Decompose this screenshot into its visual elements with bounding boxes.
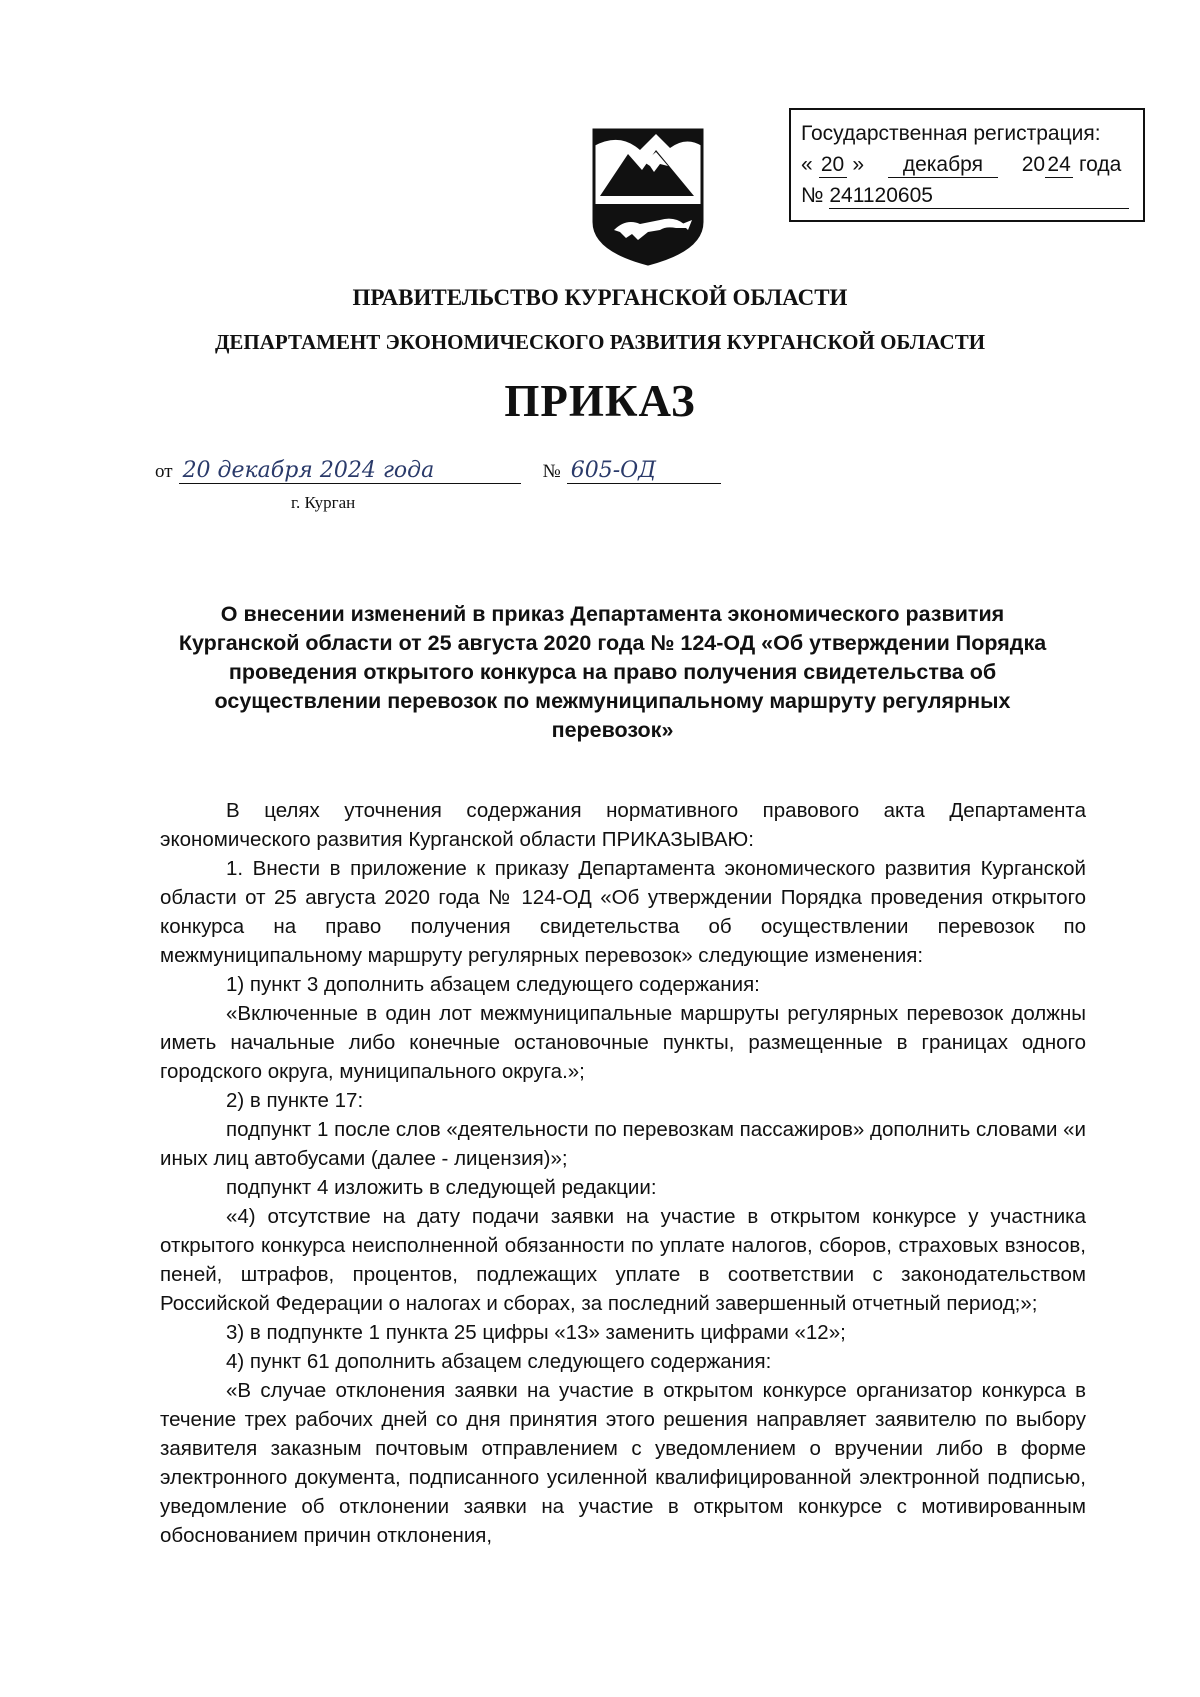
registration-date [801, 149, 1143, 180]
registration-year-prefix: 20 [1021, 153, 1046, 176]
order-number-handwritten: 605-ОД [567, 458, 721, 484]
body-paragraph: В целях уточнения содержания нормативного правового акта Департамента экономического развития Курганской области ПРИКАЗЫВАЮ: [160, 799, 1086, 851]
order-date-handwritten: 20 декабря 2024 года [179, 458, 521, 484]
order-date-label: от [155, 461, 173, 482]
registration-stamp [789, 108, 1145, 222]
registration-number-label: № [801, 184, 824, 207]
registration-month: декабря [888, 153, 998, 178]
coat-of-arms-emblem [590, 126, 706, 268]
registration-quote-open: « [801, 153, 813, 176]
order-number-label: № [542, 461, 561, 482]
document-title: О внесении изменений в приказ Департамента экономического развития Курганской области от 25 августа 2020 года № 124-ОД «Об утверждении Порядка проведения открытого конкурса на право получения свидетельства об осуществлении перевозок по межмуниципальному маршруту регулярных перевозок» [178, 602, 1047, 742]
government-header: ПРАВИТЕЛЬСТВО КУРГАНСКОЙ ОБЛАСТИ [352, 285, 848, 310]
registration-number-line [801, 180, 1143, 211]
body-paragraph: подпункт 4 изложить в следующей редакции: [226, 1176, 657, 1199]
registration-year-suffix: 24 [1045, 153, 1073, 178]
registration-day: 20 [819, 153, 847, 178]
document-type-heading: ПРИКАЗ [504, 376, 696, 426]
registration-year-word: года [1078, 153, 1122, 176]
body-paragraph: 1. Внести в приложение к приказу Департамента экономического развития Курганской области от 25 августа 2020 года № 124-ОД «Об утверждении Порядка проведения открытого конкурса на право получения свидетельства об осуществлении перевозок по межмуниципальному маршруту регулярных перевозок» следующие изменения: [160, 857, 1086, 967]
body-paragraph: подпункт 1 после слов «деятельности по перевозкам пассажиров» дополнить словами «и иных лиц автобусами (далее - лицензия)»; [160, 1118, 1086, 1170]
order-city: г. Курган [291, 493, 356, 512]
order-date-number-line [155, 458, 721, 484]
body-paragraph: «В случае отклонения заявки на участие в открытом конкурсе организатор конкурса в течение трех рабочих дней со дня принятия этого решения направляет заявителю по выбору заявителя заказным почтовым отправлением с уведомлением о вручении либо в форме электронного документа, подписанного усиленной квалифицированной электронной подписью, уведомление об отклонении заявки на участие в открытом конкурсе с мотивированным обоснованием причин отклонения, [160, 1379, 1086, 1547]
body-paragraph: 1) пункт 3 дополнить абзацем следующего содержания: [226, 973, 760, 996]
body-paragraph: «4) отсутствие на дату подачи заявки на участие в открытом конкурсе у участника открытого конкурса неисполненной обязанности по уплате налогов, сборов, страховых взносов, пеней, штрафов, процентов, подлежащих уплате в соответствии с законодательством Российской Федерации о налогах и сборах, за последний завершенный отчетный период;»; [160, 1205, 1086, 1315]
body-paragraph: 3) в подпункте 1 пункта 25 цифры «13» заменить цифрами «12»; [226, 1321, 846, 1344]
document-body [160, 796, 1086, 1550]
body-paragraph: «Включенные в один лот межмуниципальные маршруты регулярных перевозок должны иметь начальные либо конечные остановочные пункты, размещенные в границах одного городского округа, муниципального округа.»; [160, 1002, 1086, 1083]
registration-title: Государственная регистрация: [801, 122, 1101, 145]
registration-number: 241120605 [829, 184, 1129, 209]
registration-quote-close: » [852, 153, 865, 176]
body-paragraph: 2) в пункте 17: [226, 1089, 364, 1112]
department-header: ДЕПАРТАМЕНТ ЭКОНОМИЧЕСКОГО РАЗВИТИЯ КУРГАНСКОЙ ОБЛАСТИ [214, 330, 986, 354]
body-paragraph: 4) пункт 61 дополнить абзацем следующего содержания: [226, 1350, 772, 1373]
